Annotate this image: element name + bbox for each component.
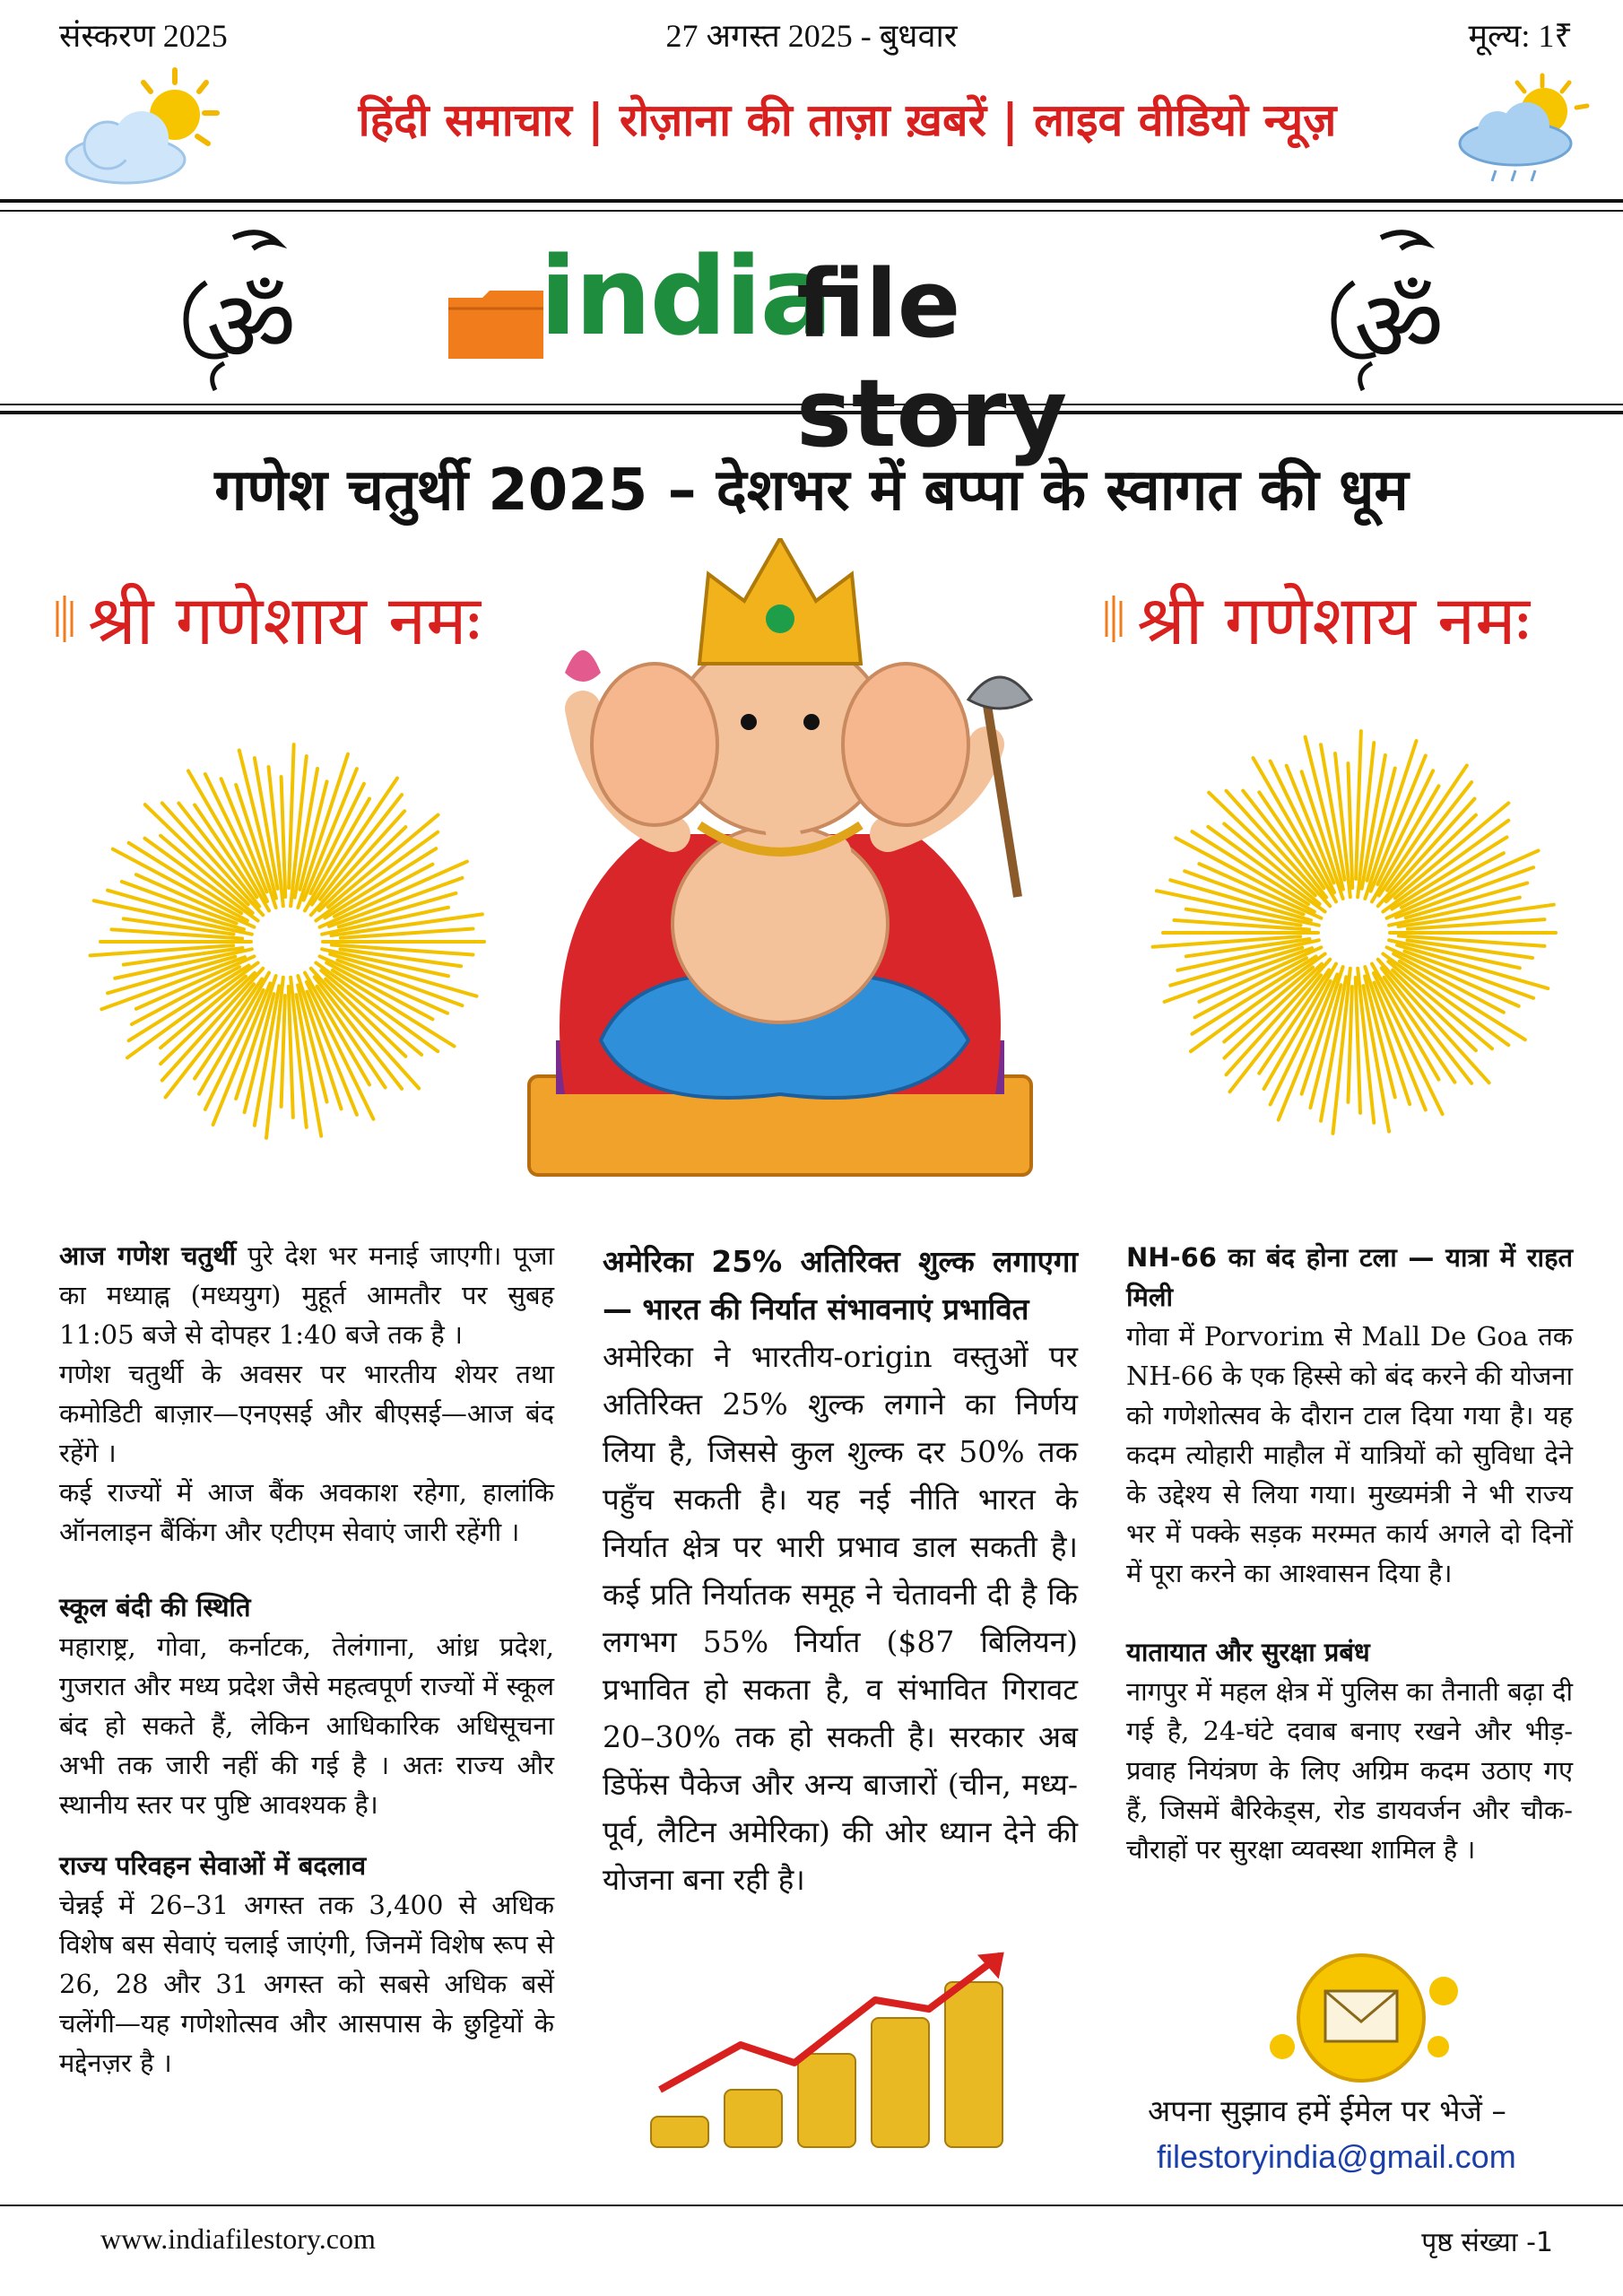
mantra-decoration-left [54,565,520,682]
footer-website-link[interactable]: www.indiafilestory.com [100,2222,376,2255]
sun-cloud-icon [54,63,233,188]
ganesha-line-art-left [152,220,323,399]
ornament-bars-icon [1103,592,1124,646]
col1-lead-bold: आज गणेश चतुर्थी [59,1240,237,1271]
firework-ray [145,804,248,904]
firework-ray [1386,815,1476,902]
firework-ray [161,973,255,1064]
rain-cloud-icon [1444,70,1605,187]
tagline: हिंदी समाचार | रोज़ाना की ताज़ा ख़बरें | लाइव वीडियो न्यूज़ [358,94,1337,146]
ganesha-illustration [502,538,1058,1184]
col1-subheading-schools: स्कूल बंदी की स्थिति [59,1592,251,1622]
masthead-rule-top [0,199,1623,203]
firework-ray [282,996,285,1107]
col3-subheading-traffic: यातायात और सुरक्षा प्रबंध [1126,1637,1370,1667]
ornament-bars-icon [54,592,75,646]
col1-paragraph-4: महाराष्ट्र, गोवा, कर्नाटक, तेलंगाना, आंध्र प्रदेश, गुजरात और मध्य प्रदेश जैसे महत्वपूर्ण राज्यों में स्कूल बंद हो सकते हैं, लेकिन आधिकारिक अधिसूचना अभी तक जारी नहीं की गई है । अतः राज्य और स्थानीय स्तर पर पुष्टि आवश्यक है। [59,1631,554,1820]
price-label: मूल्य: 1₹ [1468,18,1573,54]
mantra-decoration-right [1103,565,1569,682]
col3-heading-nh66: NH-66 का बंद होना टला — यात्रा में राहत मिली [1126,1242,1573,1312]
col2-heading-tariff: अमेरिका 25% अतिरिक्त शुल्क लगाएगा — भारत की निर्यात संभावनाएं प्रभावित [603,1244,1078,1326]
om-glyph-left: ॐ [206,269,297,384]
firework-ray [319,827,405,910]
issue-date: 27 अगस्त 2025 - बुधवार [665,18,958,54]
firework-burst-right [1139,718,1569,1148]
logo-india-text: india [540,235,831,360]
firework-ray [1378,960,1489,1083]
col3-paragraph-2: नागपुर में महल क्षेत्र में पुलिस का तैनाती बढ़ा दी गई है, 24-घंटे दवाब बनाए रखने और भीड़-प्रवाह नियंत्रण के लिए अग्रिम कदम उठाए गए हैं, जिसमें बैरिकेड्स, रोड डायवर्जन और चौक-चौराहों पर सुरक्षा व्यवस्था शामिल है । [1126,1676,1573,1865]
contact-label: अपना सुझाव हमें ईमेल पर भेजें – [1148,2093,1506,2128]
ganesha-line-art-right [1300,220,1471,399]
masthead-rule-top-thin [0,210,1623,212]
page-number: पृष्ठ संख्या -1 [1421,2227,1553,2258]
om-glyph-right: ॐ [1354,269,1445,384]
col1-subheading-transport: राज्य परिवहन सेवाओं में बदलाव [59,1850,367,1881]
column-right [1126,1238,1573,1869]
mantra-text-left: श्री गणेशाय नमः [88,580,481,660]
main-headline: गणेश चतुर्थी 2025 – देशभर में बप्पा के स्वागत की धूम [214,457,1409,524]
column-left [59,1236,554,2083]
firework-burst-left [72,735,502,1148]
column-center [603,1238,1078,1903]
firework-ray [1348,987,1352,1102]
col2-paragraph-1: अमेरिका ने भारतीय-origin वस्तुओं पर अतिरिक्त 25% शुल्क लगाने का निर्णय लिया है, जिससे कुल शुल्क दर 50% तक पहुँच सकती है। यह नई नीति भारत के निर्यात क्षेत्र पर भारी प्रभाव डाल सकती है। कई प्रति निर्यातक समूह ने चेतावनी दी है कि लगभग 55% निर्यात ($87 बिलियन) प्रभावित हो सकता है, व संभावित गिरावट 20–30% तक हो सकती है। सरकार अब डिफेंस पैकेज और अन्य बाजारों (चीन, मध्य-पूर्व, लैटिन अमेरिका) की ओर ध्यान देने की योजना बना रही है। [603,1339,1078,1897]
firework-ray [1254,758,1337,901]
logo-file-story-text: file story [796,249,1068,468]
mantra-text-right: श्री गणेशाय नमः [1137,580,1530,660]
rising-coins-graphic [642,1937,1037,2152]
email-envelope-icon [1255,1946,1471,2090]
folder-icon [447,289,545,361]
col1-paragraph-5: चेन्नई में 26–31 अगस्त तक 3,400 से अधिक विशेष बस सेवाएं चलाई जाएंगी, जिनमें विशेष रूप से 26, 28 और 31 अगस्त को सबसे अधिक बसें चलेंगी—यह गणेशोत्सव और आसपास के छुट्टियों के मद्देनज़र है । [59,1890,554,2078]
col3-paragraph-1: गोवा में Porvorim से Mall De Goa तक NH-66 के एक हिस्से को बंद करने की योजना को गणेशोत्सव के दौरान टाल दिया गया है। यह कदम त्योहारी माहौल में यात्रियों को सुविधा देने के उद्देश्य से लिया गया। मुख्यमंत्री ने भी राज्य भर में पक्के सड़क मरम्मत कार्य अगले दो दिनों में पूरा करने का आश्वासन दिया है। [1126,1321,1573,1588]
footer-rule [0,2205,1623,2206]
edition-label: संस्करण 2025 [59,18,228,54]
col1-paragraph-3: कई राज्यों में आज बैंक अवकाश रहेगा, हालांकि ऑनलाइन बैंकिंग और एटीएम सेवाएं जारी रहेंगी । [59,1477,554,1547]
col1-paragraph-2: गणेश चतुर्थी के अवसर पर भारतीय शेयर तथा कमोडिटी बाज़ार—एनएसई और बीएसई—आज बंद रहेंगे । [59,1359,554,1468]
site-logo[interactable] [447,224,1200,468]
contact-email-link[interactable]: filestoryindia@gmail.com [1157,2138,1516,2175]
firework-ray [1209,793,1315,896]
col1-paragraph-1: आज गणेश चतुर्थी पुरे देश भर मनाई जाएगी। पूजा का मध्याह्न (मध्ययुग) मुहूर्त आमतौर पर सुबह 11:05 बजे से दोपहर 1:40 बजे तक है । [59,1240,555,1350]
